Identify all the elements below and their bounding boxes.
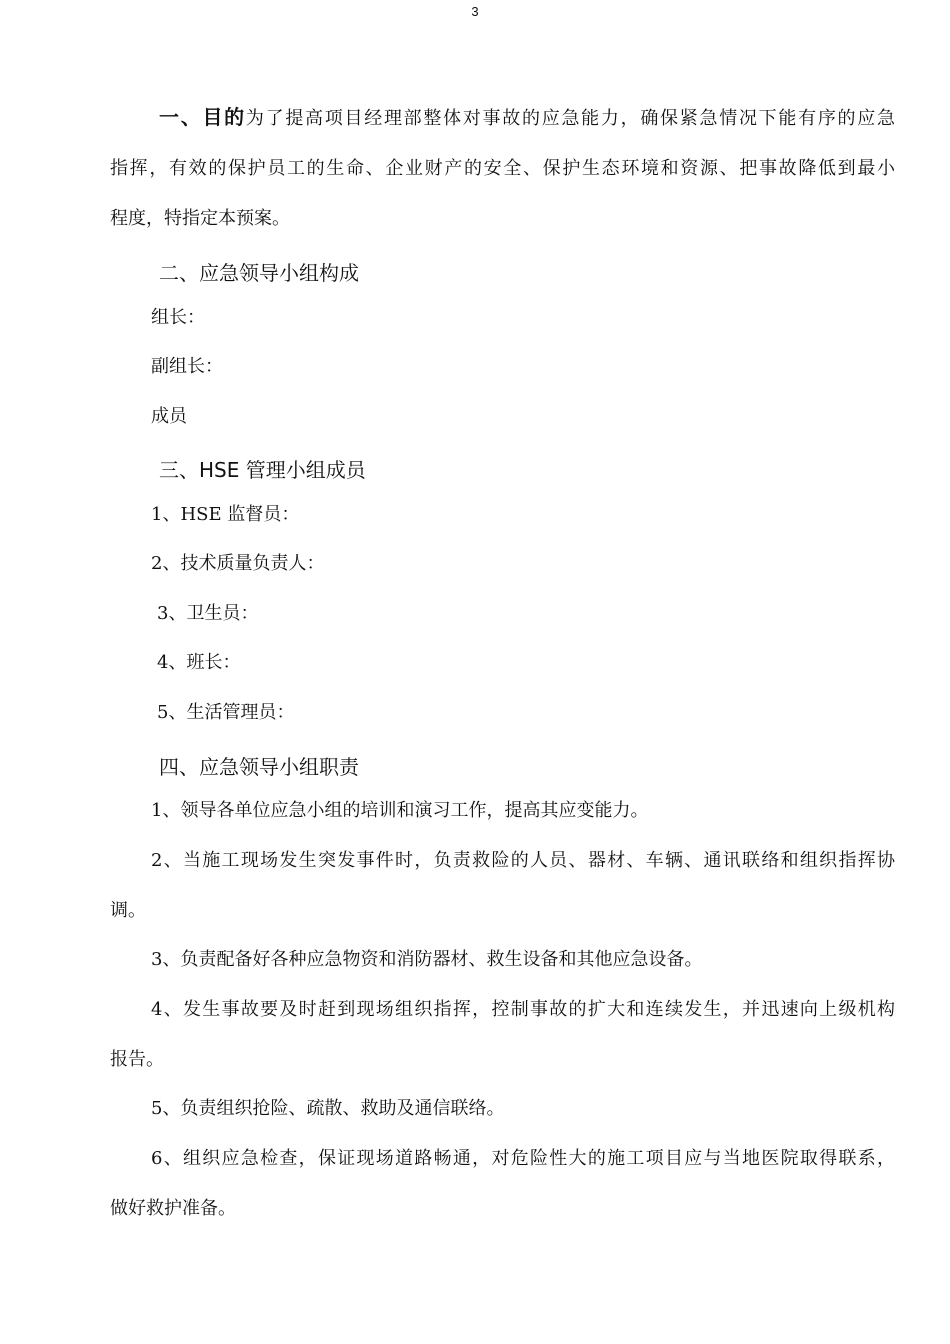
duty-item-4-line2: 报告。 [110,1049,164,1070]
duty-item-4-line1: 4、发生事故要及时赶到现场组织指挥，控制事故的扩大和连续发生，并迅速向上级机构 [151,999,895,1020]
duty-item-5: 5、负责组织抢险、疏散、救助及通信联络。 [151,1098,505,1119]
hse-list-item-5: 5、生活管理员： [157,702,295,723]
leader-item: 组长： [151,307,205,328]
duty-item-6-line1: 6、组织应急检查，保证现场道路畅通，对危险性大的施工项目应与当地医院取得联系， [151,1148,895,1169]
hse-list-item-4: 4、班长： [157,652,241,673]
duty-item-3: 3、负责配备好各种应急物资和消防器材、救生设备和其他应急设备。 [151,949,703,970]
members-item: 成员 [151,406,187,427]
duty-item-2-line1: 2、当施工现场发生突发事件时，负责救险的人员、器材、车辆、通讯联络和组织指挥协 [151,850,895,871]
duty-item-1: 1、领导各单位应急小组的培训和演习工作，提高其应变能力。 [151,800,649,821]
section1-line1-text: 为了提高项目经理部整体对事故的应急能力，确保紧急情况下能有序的应急 [245,108,895,129]
duty-item-2-line2: 调。 [110,900,146,921]
section3-heading: 三、HSE 管理小组成员 [159,458,366,482]
page-number: 3 [471,4,479,19]
section1-line2: 指挥，有效的保护员工的生命、企业财产的安全、保护生态环境和资源、把事故降低到最小 [110,158,895,179]
section1-heading: 一、目的 [159,105,246,129]
section4-heading: 四、应急领导小组职责 [159,755,359,779]
hse-list-item-1: 1、HSE 监督员： [151,504,300,525]
hse-list-item-3: 3、卫生员： [157,603,259,624]
deputy-leader-item: 副组长： [151,356,223,377]
hse-list-item-2: 2、技术质量负责人： [151,553,325,574]
section1-line3: 程度，特指定本预案。 [110,208,290,229]
section2-heading: 二、应急领导小组构成 [159,261,359,285]
section1-paragraph-line1 [159,105,895,131]
duty-item-6-line2: 做好救护准备。 [110,1198,236,1219]
